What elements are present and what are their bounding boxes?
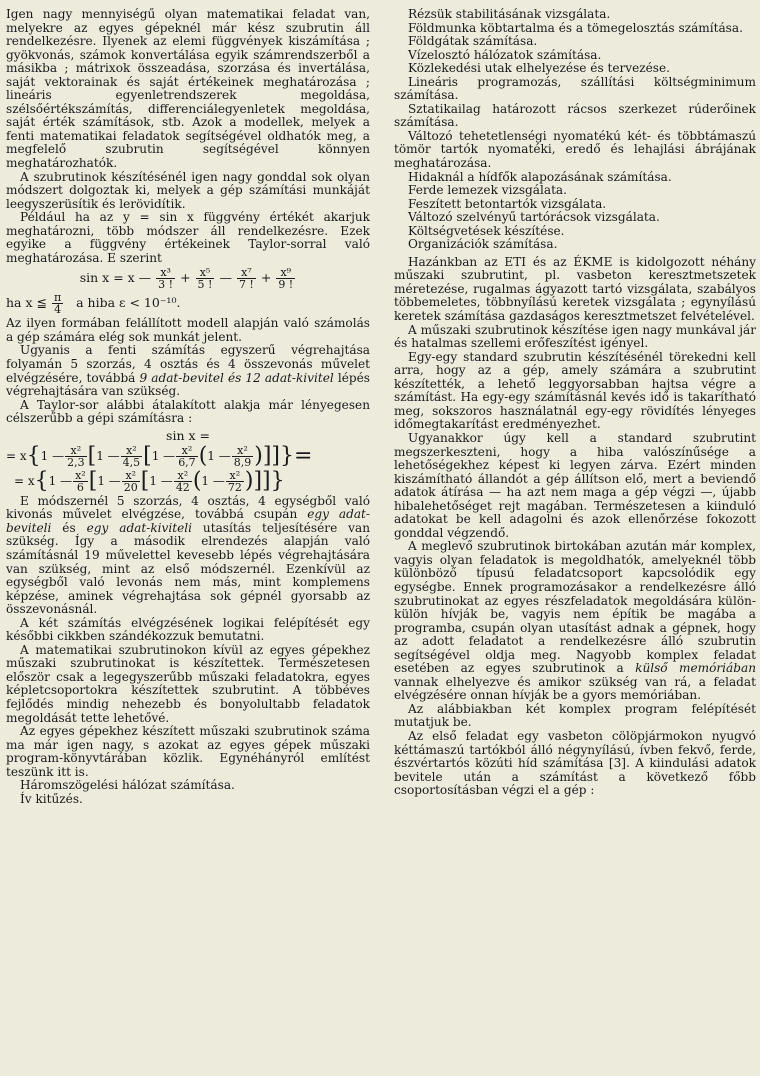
paragraph: A műszaki szubrutinok készítése igen nagy munkával jár és hatalmas szellemi erőfeszítést igényel.	[394, 322, 756, 351]
list-item: Vízelosztó hálózatok számítása.	[408, 47, 602, 62]
operator: —	[219, 270, 232, 286]
list-item: Sztatikailag határozott rácsos szerkezet rúderőinek számítása.	[394, 101, 756, 130]
emphasis: egy adat-kiviteli	[86, 520, 192, 535]
list-item: Lineáris programozás, szállítási költségminimum számítása.	[394, 74, 756, 103]
list-item: Rézsük stabilitásának vizsgálata.	[408, 7, 611, 21]
fraction: $\frac{\pi}{4}$	[53, 291, 62, 317]
nested-equation-line-2: = x{1 — $\frac{\text{x²}}{6}$ [1 — $\frac{\text{x²}}{20}$ [1 — $\frac{\text{x²}}{42}$ (1 — $\frac{\text{x²}}{72}$ )]]}	[14, 468, 285, 494]
fraction: $\frac{\text{x⁹}}{9 !}$	[278, 266, 294, 292]
paragraph: A matematikai szubrutinokon kívül az egyes gépekhez műszaki szubrutinokat is készítettek. Természetesen először csak a legegyszerűbb műszaki feladatokra, egyes képletcsoportokra készítettek szubrutint. A többéves fejlődés mindig nehezebb és bonyolultabb feladatok megoldását tette lehetővé.	[6, 642, 370, 725]
right-column	[394, 8, 756, 798]
operator: +	[260, 270, 272, 286]
equation-lhs: sin x = x —	[79, 270, 152, 286]
list-item: Feszített betontartók vizsgálata.	[408, 196, 607, 211]
paragraph: Az egyes gépekhez készített műszaki szubrutinok száma ma már igen nagy, s azokat az egyes gépek műszaki program-könyvtárában közlik. Egynéhányról említést teszünk itt is.	[6, 724, 370, 779]
list-item: Hidaknál a hídfők alapozásának számítása.	[408, 169, 672, 184]
equation-header: sin x =	[166, 427, 210, 443]
list-item: Földmunka köbtartalma és a tömegelosztás számítása.	[408, 20, 743, 35]
paragraph: Hazánkban az ETI és az ÉKME is kidolgozott néhány műszaki szubrutint, pl. vasbeton keresztmetszetek méretezése, rugalmas ágyazott tartó vizsgálata, szabályos többemeletes, többnyílású keretek vizsgálata ; egynyílású keretek számítása gazdaságos keresztmetszet felvételével.	[394, 254, 756, 324]
fraction: $\frac{\text{x⁷}}{7 !}$	[238, 266, 254, 292]
error-condition	[6, 292, 370, 315]
list-item: Változó szelvényű tartórácsok vizsgálata.	[408, 210, 660, 225]
taylor-series-equation	[6, 267, 370, 290]
paragraph: Igen nagy mennyiségű olyan matematikai feladat van, melyekre az egyes gépeknél már kész szubrutin áll rendelkezésre. Ilyenek az elemi függvények kiszámítása ; gyökvonás, számok konvertálása egyik számrendszerből a másikba ; mátrixok összeadása, szorzása és invertálása, saját vektorainak és saját értékeinek meghatározása ; lineáris egyenletrendszerek megoldása, szélsőértékszámítás, differenciálegyenletek megoldása, saját érték számítások, stb. Azok a modellek, melyek a fenti matematikai feladatok segítségével oldhatók meg, a megfelelő szubrutin segítségével könnyen meghatározhatók.	[6, 7, 370, 171]
list-item: Ív kitűzés.	[20, 791, 83, 806]
condition-prefix: ha x ≦	[6, 295, 47, 311]
list-item: Költségvetések készítése.	[408, 223, 565, 238]
paragraph: E módszernél 5 szorzás, 4 osztás, 4 egységből való kivonás művelet elvégzése, továbbá csupán egy adat-beviteli és egy adat-kiviteli utasítás teljesítésére van szükség. Így a második elrendezés alapján való számításnál 19 művelettel kevesebb lépés végrehajtására van szükség, mint az első módszernél. Ezenkívül az egységből való levonás nem más, mint komplemens képzése, aminek végrehajtása sok gépnél gyorsabb az összevonásnál.	[6, 493, 370, 617]
list-item: Közlekedési utak elhelyezése és tervezése.	[408, 61, 671, 76]
paragraph: Az első feladat egy vasbeton cölöpjármokon nyugvó kéttámaszú tartókból álló négynyílású, ívben fekvő, ferde, észvértartós közúti híd számítása [3]. A kiindulási adatok bevitele után a számítást a következő főbb csoportosításban végzi el a gép :	[394, 728, 756, 798]
list-item: Organizációk számítása.	[408, 237, 558, 252]
nested-equation-line-1: = x{1 — $\frac{\text{x²}}{2,3}$ [1 — $\frac{\text{x²}}{4,5}$ [1 — $\frac{\text{x²}}{6,7}$ (1 — $\frac{\text{x²}}{8,9}$ )]]}=	[6, 443, 313, 469]
list-item: Földgátak számítása.	[408, 34, 538, 49]
list-item: Háromszögelési hálózat számítása.	[20, 778, 235, 793]
emphasis: egy adat-beviteli	[6, 507, 370, 535]
paragraph: Az alábbiakban két komplex program felépítését mutatjuk be.	[394, 701, 756, 730]
paragraph: Ugyanis a fenti számítás egyszerű végrehajtása folyamán 5 szorzás, 4 osztás és 4 összevonás művelet elvégzésére, továbbá 9 adat-bevitel és 12 adat-kivitel lépés végrehajtására van szükség.	[6, 343, 370, 399]
list-item: Ferde lemezek vizsgálata.	[408, 183, 567, 198]
paragraph: Ugyanakkor úgy kell a standard szubrutint megszerkeszteni, hogy a hiba valószínűsége a lehetőségekhez képest ki legyen zárva. Ezért minden kiszámítható állandót a gép állítson elő, mert a beviendő adatok átírása — ha azt nem maga a gép végzi —, újabb hibalehetőséget rejt magában. Természetesen a kiinduló adatokat be kell adagolni és azok ellenőrzése fokozott gonddal végzendő.	[394, 430, 756, 540]
paragraph: A két számítás elvégzésének logikai felépítését egy későbbi cikkben szándékozzuk bemutatni.	[6, 615, 370, 644]
emphasis: külső memóriában	[635, 661, 756, 676]
paragraph: A meglevő szubrutinok birtokában azután már komplex, vagyis olyan feladatok is megoldhatók, amelyeknél több különböző típusú feladatcsoport kapcsolódik egy egységbe. Ennek programozásakor a rendelkezésre álló szubrutinokat az egyes részfeladatok megoldására külön-külön hívják be, vagyis nem építik be magába a programba, csupán olyan utasítást adnak a gépnek, hogy az adott feladatot a rendelkezésre álló szubrutin segítségével oldja meg. Nagyobb komplex feladat esetében az egyes szubrutinok a külső memóriában vannak elhelyezve és amikor szükség van rá, a feladat elvégzésére onnan hívják be a gyors memóriában.	[394, 539, 756, 703]
condition-suffix: a hiba ε < 10⁻¹⁰.	[76, 295, 181, 311]
emphasis: 9 adat-bevitel és 12 adat-kivitel	[139, 370, 334, 385]
fraction: $\frac{\text{x³}}{3 !}$	[158, 266, 174, 292]
paragraph: Egy-egy standard szubrutin készítésénél törekedni kell arra, hogy az a gép, amely számára a szubrutint készítették, a lehető leggyorsabban hajtsa végre a számítást. Ha egy-egy számításnál kevés idő is takarítható meg, sokszoros használatnál egy-egy rövidítés lényeges időmegtakarítást eredményezhet.	[394, 349, 756, 432]
paragraph: A Taylor-sor alábbi átalakított alakja már lényegesen célszerűbb a gépi számításra :	[6, 397, 370, 426]
fraction: $\frac{\text{x⁵}}{5 !}$	[197, 266, 213, 292]
operator: +	[180, 270, 191, 286]
paragraph: A szubrutinok készítésénél igen nagy gonddal sok olyan módszert dolgoztak ki, melyek a gép számítási munkáját leegyszerüsítik és lerövidítik.	[6, 169, 370, 211]
paragraph: Például ha az y = sin x függvény értékét akarjuk meghatározni, több módszer áll rendelkezésre. Ezek egyike a függvény értékeinek Taylor-sorral való meghatározása. E szerint	[6, 210, 370, 265]
left-column	[6, 8, 370, 806]
list-item: Változó tehetetlenségi nyomatékú két- és többtámaszú tömör tartók nyomatéki, eredő és lehajlási ábrájának meghatározása.	[394, 128, 756, 171]
paragraph: Az ilyen formában felállított modell alapján való számolás a gép számára elég sok munkát jelent.	[6, 316, 370, 344]
